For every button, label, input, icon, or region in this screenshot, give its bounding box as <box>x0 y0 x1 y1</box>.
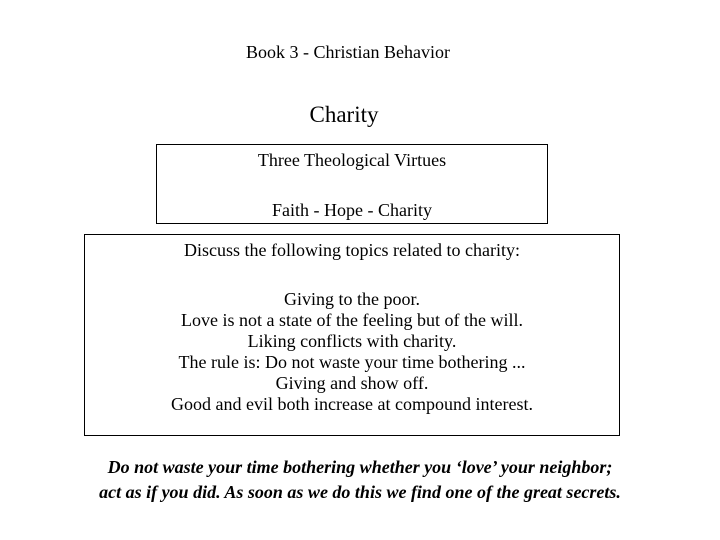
quote-line: Do not waste your time bothering whether you ‘love’ your neighbor; <box>107 457 613 477</box>
discussion-topics-box <box>84 234 620 436</box>
virtues-list: Faith - Hope - Charity <box>272 200 432 220</box>
topic-item: Love is not a state of the feeling but of the will. <box>181 310 523 330</box>
topic-item: Giving and show off. <box>275 373 429 393</box>
topic-item: Liking conflicts with charity. <box>247 331 457 351</box>
theological-virtues-box <box>156 144 548 224</box>
topic-item: Giving to the poor. <box>284 289 420 309</box>
topic-item: Good and evil both increase at compound interest. <box>171 394 533 414</box>
section-title: Charity <box>309 102 379 127</box>
topics-intro: Discuss the following topics related to charity: <box>184 240 520 260</box>
topic-list <box>85 289 619 415</box>
closing-quote <box>0 455 720 505</box>
book-title: Book 3 - Christian Behavior <box>246 42 450 62</box>
quote-line: act as if you did. As soon as we do this we find one of the great secrets. <box>99 482 621 502</box>
topic-item: The rule is: Do not waste your time bothering ... <box>178 352 526 372</box>
virtues-heading: Three Theological Virtues <box>257 150 447 170</box>
